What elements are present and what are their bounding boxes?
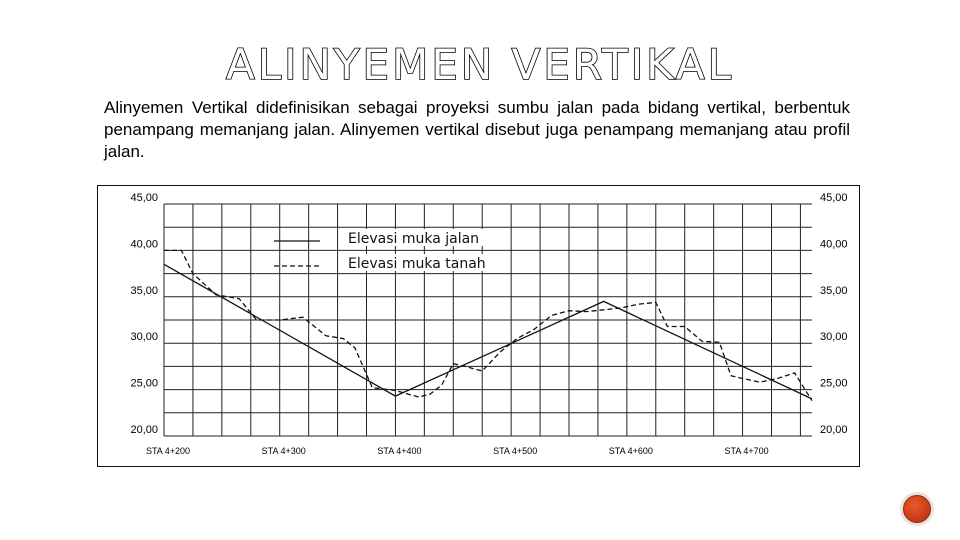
y-tick-label-left: 45,00 — [130, 192, 158, 204]
x-tick-label: STA 4+600 — [608, 446, 653, 456]
y-tick-label-left: 25,00 — [130, 377, 158, 390]
y-tick-label-left: 30,00 — [130, 331, 158, 344]
slide-description: Alinyemen Vertikal didefinisikan sebagai proyeksi sumbu jalan pada bidang vertikal, berbentuk penampang memanjang jalan. Alinyemen vertikal disebut juga penampang memanjang atau profil jalan. — [104, 98, 850, 161]
series-line-elevasi-muka-tanah — [164, 250, 812, 400]
slide-title: ALINYEMEN VERTIKAL — [225, 40, 735, 89]
slide-nav-button[interactable] — [900, 492, 934, 526]
y-tick-label-right: 40,00 — [820, 238, 848, 251]
y-tick-label-right: 35,00 — [820, 284, 848, 297]
y-tick-label-left: 35,00 — [130, 284, 158, 297]
legend-label: Elevasi muka tanah — [348, 256, 486, 272]
y-tick-label-right: 30,00 — [820, 331, 848, 344]
slide-nav-icon — [903, 495, 931, 523]
x-tick-label: STA 4+200 — [145, 446, 191, 456]
series-line-elevasi-muka-jalan — [164, 264, 812, 399]
profile-chart-svg — [98, 186, 861, 468]
y-tick-label-left: 20,00 — [130, 424, 158, 436]
y-tick-label-right: 20,00 — [820, 424, 848, 436]
y-tick-label-left: 40,00 — [130, 238, 158, 251]
y-tick-label-right: 45,00 — [820, 192, 848, 204]
x-tick-label: STA 4+700 — [724, 446, 769, 456]
profile-chart — [97, 185, 860, 467]
x-tick-label: STA 4+400 — [377, 446, 422, 456]
legend-label: Elevasi muka jalan — [348, 231, 480, 247]
y-tick-label-right: 25,00 — [820, 377, 848, 390]
x-tick-label: STA 4+300 — [261, 446, 306, 456]
x-tick-label: STA 4+500 — [493, 446, 538, 456]
